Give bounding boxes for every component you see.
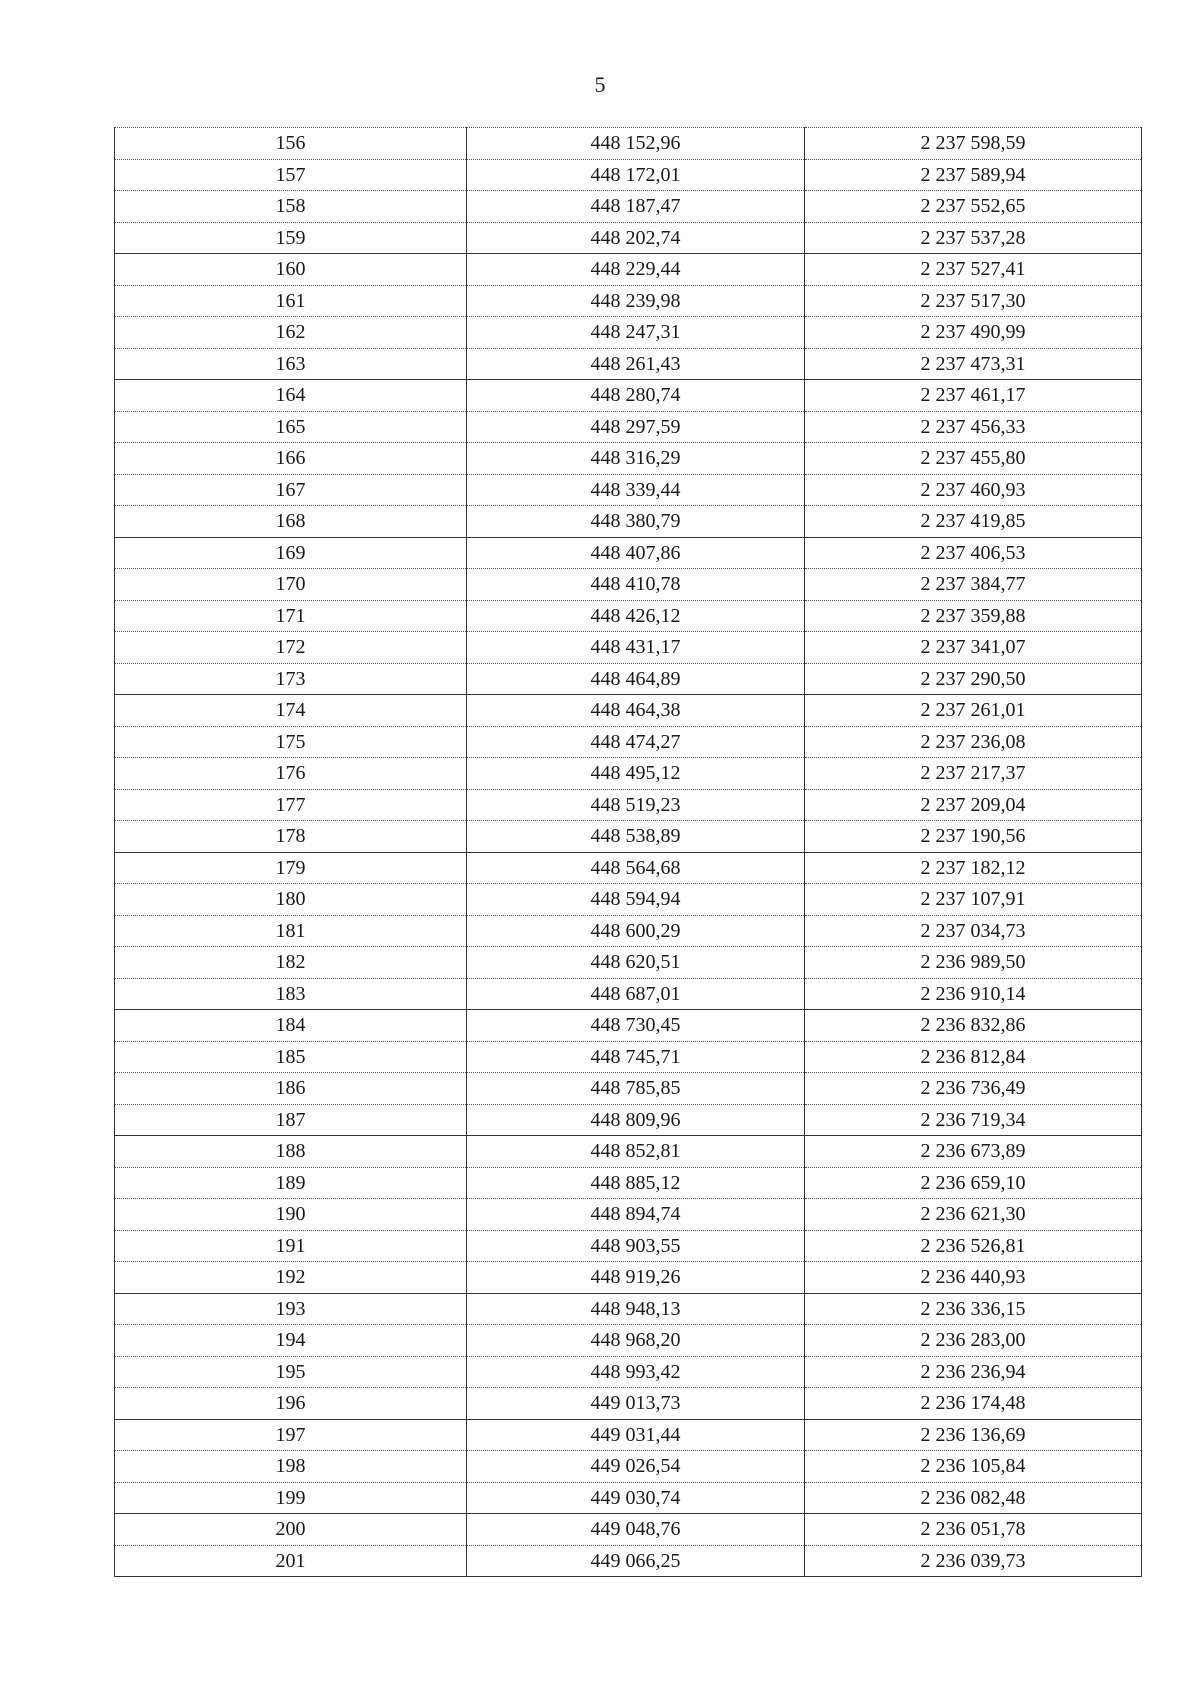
coordinate-y-cell: 2 236 719,34 [805, 1104, 1142, 1136]
table-row [115, 1010, 1142, 1042]
table-row [115, 474, 1142, 506]
table-row [115, 978, 1142, 1010]
coordinate-y-cell: 2 236 440,93 [805, 1262, 1142, 1294]
coordinate-x-cell: 448 229,44 [467, 254, 805, 286]
coordinate-y-cell: 2 236 236,94 [805, 1356, 1142, 1388]
coordinate-x-cell: 448 464,89 [467, 663, 805, 695]
coordinate-x-cell: 448 687,01 [467, 978, 805, 1010]
coordinate-x-cell: 448 730,45 [467, 1010, 805, 1042]
coordinate-y-cell: 2 237 190,56 [805, 821, 1142, 853]
point-number-cell: 192 [115, 1262, 467, 1294]
coordinate-y-cell: 2 236 910,14 [805, 978, 1142, 1010]
point-number-cell: 169 [115, 537, 467, 569]
table-row [115, 128, 1142, 160]
coordinate-x-cell: 449 048,76 [467, 1514, 805, 1546]
coordinate-y-cell: 2 237 419,85 [805, 506, 1142, 538]
coordinate-x-cell: 448 564,68 [467, 852, 805, 884]
table-row [115, 695, 1142, 727]
coordinate-y-cell: 2 237 107,91 [805, 884, 1142, 916]
point-number-cell: 159 [115, 222, 467, 254]
coordinate-x-cell: 449 026,54 [467, 1451, 805, 1483]
point-number-cell: 196 [115, 1388, 467, 1420]
coordinate-y-cell: 2 236 989,50 [805, 947, 1142, 979]
table-row [115, 1482, 1142, 1514]
table-row [115, 254, 1142, 286]
coordinate-y-cell: 2 236 832,86 [805, 1010, 1142, 1042]
coordinate-x-cell: 448 297,59 [467, 411, 805, 443]
table-row [115, 600, 1142, 632]
coordinate-x-cell: 448 247,31 [467, 317, 805, 349]
table-row [115, 852, 1142, 884]
point-number-cell: 181 [115, 915, 467, 947]
point-number-cell: 180 [115, 884, 467, 916]
point-number-cell: 182 [115, 947, 467, 979]
coordinate-x-cell: 448 809,96 [467, 1104, 805, 1136]
coordinate-x-cell: 448 261,43 [467, 348, 805, 380]
coordinate-y-cell: 2 236 082,48 [805, 1482, 1142, 1514]
coordinate-x-cell: 449 066,25 [467, 1545, 805, 1577]
page-number: 5 [594, 72, 606, 97]
coordinate-y-cell: 2 236 621,30 [805, 1199, 1142, 1231]
coordinate-y-cell: 2 237 552,65 [805, 191, 1142, 223]
coordinate-y-cell: 2 237 384,77 [805, 569, 1142, 601]
coordinate-x-cell: 448 152,96 [467, 128, 805, 160]
point-number-cell: 171 [115, 600, 467, 632]
coordinate-x-cell: 448 785,85 [467, 1073, 805, 1105]
coordinate-y-cell: 2 236 659,10 [805, 1167, 1142, 1199]
point-number-cell: 158 [115, 191, 467, 223]
coordinate-y-cell: 2 237 598,59 [805, 128, 1142, 160]
point-number-cell: 197 [115, 1419, 467, 1451]
point-number-cell: 157 [115, 159, 467, 191]
point-number-cell: 178 [115, 821, 467, 853]
coordinate-y-cell: 2 237 589,94 [805, 159, 1142, 191]
point-number-cell: 198 [115, 1451, 467, 1483]
table-row [115, 1356, 1142, 1388]
point-number-cell: 179 [115, 852, 467, 884]
point-number-cell: 184 [115, 1010, 467, 1042]
coordinate-x-cell: 448 495,12 [467, 758, 805, 790]
table-row [115, 285, 1142, 317]
point-number-cell: 201 [115, 1545, 467, 1577]
table-row [115, 1451, 1142, 1483]
table-row [115, 159, 1142, 191]
coordinate-x-cell: 448 745,71 [467, 1041, 805, 1073]
point-number-cell: 190 [115, 1199, 467, 1231]
table-row [115, 191, 1142, 223]
coordinate-x-cell: 448 339,44 [467, 474, 805, 506]
coordinate-x-cell: 448 380,79 [467, 506, 805, 538]
table-row [115, 789, 1142, 821]
table-row [115, 443, 1142, 475]
coordinate-y-cell: 2 236 283,00 [805, 1325, 1142, 1357]
coordinate-y-cell: 2 237 455,80 [805, 443, 1142, 475]
point-number-cell: 172 [115, 632, 467, 664]
coordinate-y-cell: 2 237 217,37 [805, 758, 1142, 790]
table-row [115, 947, 1142, 979]
point-number-cell: 189 [115, 1167, 467, 1199]
point-number-cell: 170 [115, 569, 467, 601]
coordinate-x-cell: 448 280,74 [467, 380, 805, 412]
point-number-cell: 177 [115, 789, 467, 821]
coordinate-y-cell: 2 237 473,31 [805, 348, 1142, 380]
point-number-cell: 156 [115, 128, 467, 160]
coordinate-y-cell: 2 236 736,49 [805, 1073, 1142, 1105]
point-number-cell: 176 [115, 758, 467, 790]
point-number-cell: 160 [115, 254, 467, 286]
table-row [115, 1136, 1142, 1168]
table-row [115, 663, 1142, 695]
point-number-cell: 186 [115, 1073, 467, 1105]
point-number-cell: 164 [115, 380, 467, 412]
coordinate-x-cell: 448 239,98 [467, 285, 805, 317]
coordinate-y-cell: 2 237 461,17 [805, 380, 1142, 412]
coordinate-x-cell: 448 620,51 [467, 947, 805, 979]
coordinate-y-cell: 2 236 336,15 [805, 1293, 1142, 1325]
coordinate-y-cell: 2 236 174,48 [805, 1388, 1142, 1420]
coordinate-x-cell: 448 894,74 [467, 1199, 805, 1231]
table-row [115, 1199, 1142, 1231]
coordinate-x-cell: 448 968,20 [467, 1325, 805, 1357]
coordinate-x-cell: 448 594,94 [467, 884, 805, 916]
table-row [115, 1073, 1142, 1105]
point-number-cell: 162 [115, 317, 467, 349]
point-number-cell: 199 [115, 1482, 467, 1514]
coordinate-y-cell: 2 237 359,88 [805, 600, 1142, 632]
point-number-cell: 183 [115, 978, 467, 1010]
coordinate-x-cell: 448 538,89 [467, 821, 805, 853]
table-row [115, 1419, 1142, 1451]
coordinate-y-cell: 2 236 673,89 [805, 1136, 1142, 1168]
coordinate-y-cell: 2 236 051,78 [805, 1514, 1142, 1546]
point-number-cell: 174 [115, 695, 467, 727]
coordinate-y-cell: 2 236 526,81 [805, 1230, 1142, 1262]
table-row [115, 821, 1142, 853]
coordinates-table-body [115, 128, 1142, 1577]
point-number-cell: 173 [115, 663, 467, 695]
coordinate-y-cell: 2 237 261,01 [805, 695, 1142, 727]
coordinate-x-cell: 448 919,26 [467, 1262, 805, 1294]
coordinate-y-cell: 2 236 812,84 [805, 1041, 1142, 1073]
coordinate-x-cell: 448 431,17 [467, 632, 805, 664]
coordinate-y-cell: 2 236 039,73 [805, 1545, 1142, 1577]
coordinate-x-cell: 449 013,73 [467, 1388, 805, 1420]
table-row [115, 506, 1142, 538]
point-number-cell: 185 [115, 1041, 467, 1073]
point-number-cell: 187 [115, 1104, 467, 1136]
coordinate-y-cell: 2 237 290,50 [805, 663, 1142, 695]
coordinate-y-cell: 2 237 527,41 [805, 254, 1142, 286]
table-row [115, 537, 1142, 569]
coordinate-x-cell: 448 519,23 [467, 789, 805, 821]
table-row [115, 1262, 1142, 1294]
table-row [115, 632, 1142, 664]
table-row [115, 348, 1142, 380]
coordinate-y-cell: 2 237 034,73 [805, 915, 1142, 947]
point-number-cell: 167 [115, 474, 467, 506]
point-number-cell: 166 [115, 443, 467, 475]
point-number-cell: 191 [115, 1230, 467, 1262]
coordinate-y-cell: 2 237 406,53 [805, 537, 1142, 569]
coordinate-x-cell: 448 407,86 [467, 537, 805, 569]
table-row [115, 1388, 1142, 1420]
table-row [115, 1545, 1142, 1577]
coordinate-x-cell: 448 993,42 [467, 1356, 805, 1388]
table-row [115, 726, 1142, 758]
coordinate-y-cell: 2 237 537,28 [805, 222, 1142, 254]
coordinate-x-cell: 448 948,13 [467, 1293, 805, 1325]
point-number-cell: 188 [115, 1136, 467, 1168]
coordinate-x-cell: 448 172,01 [467, 159, 805, 191]
coordinate-y-cell: 2 237 236,08 [805, 726, 1142, 758]
coordinate-y-cell: 2 237 460,93 [805, 474, 1142, 506]
coordinate-y-cell: 2 237 517,30 [805, 285, 1142, 317]
coordinate-x-cell: 449 030,74 [467, 1482, 805, 1514]
coordinate-y-cell: 2 237 490,99 [805, 317, 1142, 349]
coordinate-x-cell: 448 410,78 [467, 569, 805, 601]
point-number-cell: 200 [115, 1514, 467, 1546]
coordinate-x-cell: 448 187,47 [467, 191, 805, 223]
table-row [115, 569, 1142, 601]
point-number-cell: 194 [115, 1325, 467, 1357]
point-number-cell: 193 [115, 1293, 467, 1325]
table-row [115, 317, 1142, 349]
point-number-cell: 195 [115, 1356, 467, 1388]
coordinate-y-cell: 2 237 341,07 [805, 632, 1142, 664]
table-row [115, 1104, 1142, 1136]
coordinate-x-cell: 448 202,74 [467, 222, 805, 254]
point-number-cell: 161 [115, 285, 467, 317]
point-number-cell: 175 [115, 726, 467, 758]
coordinate-x-cell: 449 031,44 [467, 1419, 805, 1451]
coordinate-x-cell: 448 474,27 [467, 726, 805, 758]
table-row [115, 884, 1142, 916]
coordinate-x-cell: 448 600,29 [467, 915, 805, 947]
table-row [115, 1167, 1142, 1199]
coordinate-x-cell: 448 316,29 [467, 443, 805, 475]
table-row [115, 1293, 1142, 1325]
point-number-cell: 168 [115, 506, 467, 538]
point-number-cell: 163 [115, 348, 467, 380]
table-row [115, 915, 1142, 947]
table-row [115, 1041, 1142, 1073]
coordinate-x-cell: 448 852,81 [467, 1136, 805, 1168]
table-row [115, 1514, 1142, 1546]
coordinate-x-cell: 448 903,55 [467, 1230, 805, 1262]
point-number-cell: 165 [115, 411, 467, 443]
coordinate-x-cell: 448 426,12 [467, 600, 805, 632]
coordinate-y-cell: 2 237 182,12 [805, 852, 1142, 884]
coordinate-y-cell: 2 237 209,04 [805, 789, 1142, 821]
table-row [115, 1325, 1142, 1357]
coordinate-y-cell: 2 236 105,84 [805, 1451, 1142, 1483]
coordinate-x-cell: 448 464,38 [467, 695, 805, 727]
table-row [115, 380, 1142, 412]
table-row [115, 758, 1142, 790]
coordinate-x-cell: 448 885,12 [467, 1167, 805, 1199]
coordinate-y-cell: 2 237 456,33 [805, 411, 1142, 443]
coordinate-y-cell: 2 236 136,69 [805, 1419, 1142, 1451]
table-row [115, 222, 1142, 254]
coordinates-table [114, 127, 1142, 1577]
table-row [115, 1230, 1142, 1262]
table-row [115, 411, 1142, 443]
